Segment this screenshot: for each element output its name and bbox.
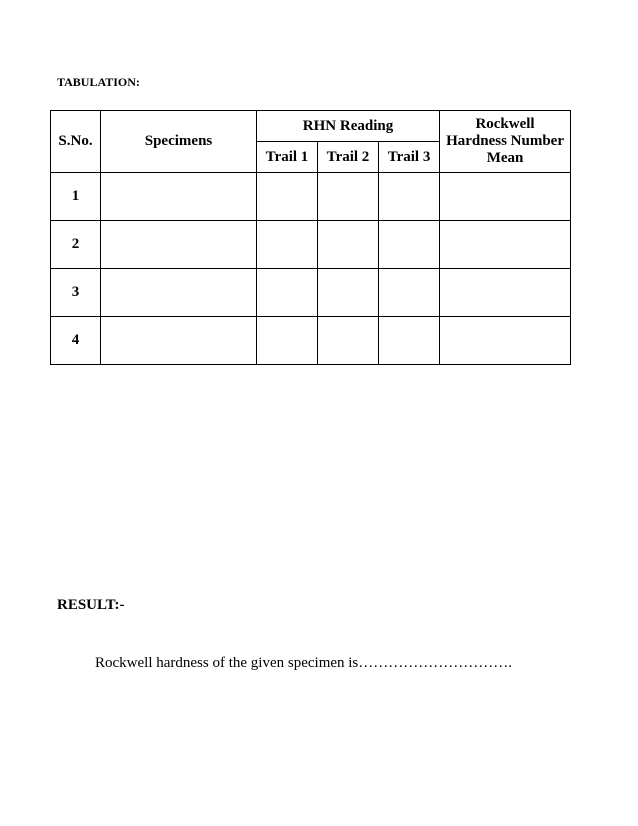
header-mean-line2: Hardness Number <box>446 133 564 149</box>
cell-trail-3 <box>379 269 440 317</box>
table-row <box>51 269 571 317</box>
cell-trail-3 <box>379 221 440 269</box>
table-row <box>51 221 571 269</box>
cell-specimen <box>101 221 257 269</box>
header-rhn-reading: RHN Reading <box>257 111 440 142</box>
cell-trail-2 <box>318 173 379 221</box>
cell-sno: 3 <box>51 269 101 317</box>
header-mean-line1: Rockwell <box>475 116 535 132</box>
table-row <box>51 317 571 365</box>
cell-sno: 4 <box>51 317 101 365</box>
tabulation-table <box>50 110 571 365</box>
header-rockwell-mean <box>440 111 571 173</box>
cell-trail-1 <box>257 221 318 269</box>
cell-mean <box>440 317 571 365</box>
cell-sno: 1 <box>51 173 101 221</box>
cell-trail-2 <box>318 317 379 365</box>
header-mean-line3: Mean <box>486 150 524 166</box>
header-trail-3: Trail 3 <box>379 142 440 173</box>
table-row <box>51 173 571 221</box>
cell-mean <box>440 269 571 317</box>
cell-trail-1 <box>257 317 318 365</box>
tabulation-heading: TABULATION: <box>57 75 140 89</box>
cell-specimen <box>101 173 257 221</box>
cell-trail-2 <box>318 269 379 317</box>
result-heading: RESULT:- <box>57 597 125 613</box>
header-sno: S.No. <box>51 111 101 173</box>
cell-trail-2 <box>318 221 379 269</box>
cell-sno: 2 <box>51 221 101 269</box>
cell-specimen <box>101 317 257 365</box>
cell-trail-3 <box>379 317 440 365</box>
cell-mean <box>440 221 571 269</box>
header-trail-1: Trail 1 <box>257 142 318 173</box>
cell-mean <box>440 173 571 221</box>
cell-trail-1 <box>257 173 318 221</box>
cell-specimen <box>101 269 257 317</box>
cell-trail-3 <box>379 173 440 221</box>
result-statement: Rockwell hardness of the given specimen is…………………………. <box>95 655 513 671</box>
header-specimens: Specimens <box>101 111 257 173</box>
cell-trail-1 <box>257 269 318 317</box>
header-trail-2: Trail 2 <box>318 142 379 173</box>
